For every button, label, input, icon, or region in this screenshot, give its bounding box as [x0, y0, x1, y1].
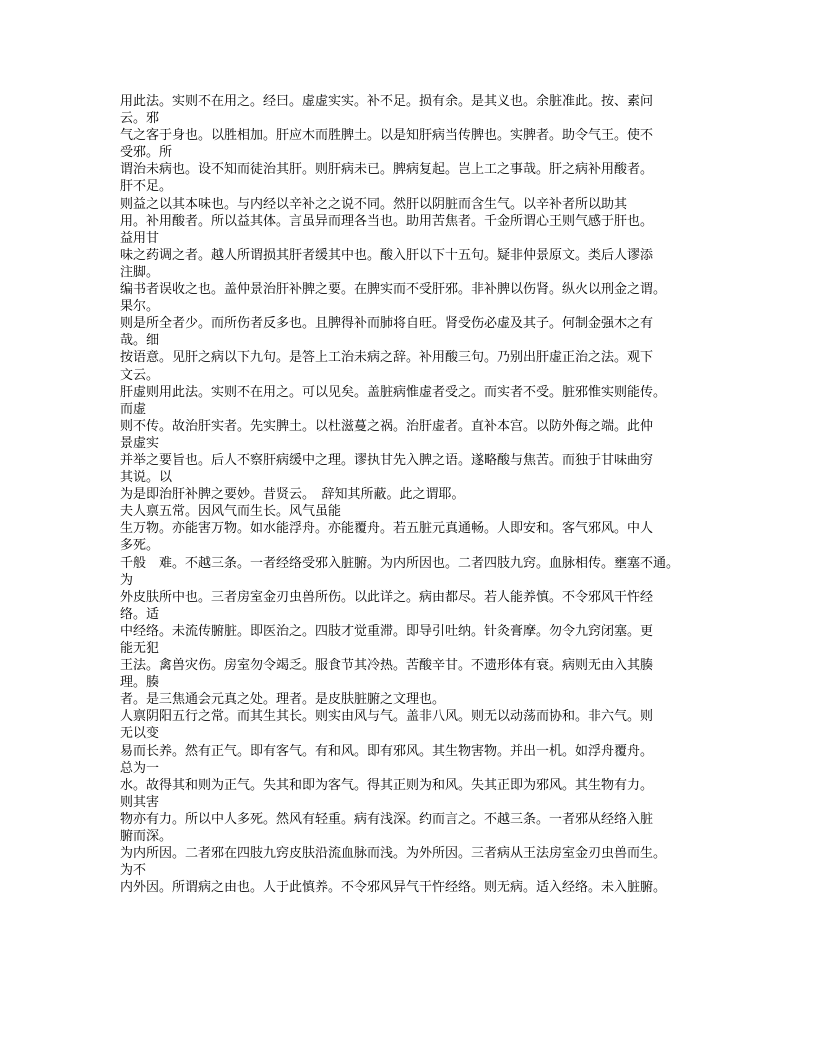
text-line: 无以变: [120, 726, 160, 742]
text-line: 则其害: [120, 794, 160, 810]
text-line: 编书者误收之也。盖仲景治肝补脾之要。在脾实而不受肝邪。非补脾以伤肾。纵火以刑金之谓。: [120, 282, 667, 298]
text-line: 物亦有力。所以中人多死。然风有轻重。病有浅深。约而言之。不越三条。一者邪从经络入脏: [120, 811, 654, 827]
text-line: 谓治未病也。设不知而徒治其肝。则肝病未已。脾病复起。岂上工之事哉。肝之病补用酸者。: [120, 162, 654, 178]
text-line: 人禀阴阳五行之常。而其生其长。则实由风与气。盖非八风。则无以动荡而协和。非六气。则: [120, 709, 654, 725]
text-line: 肝虚则用此法。实则不在用之。可以见矣。盖脏病惟虚者受之。而实者不受。脏邪惟实则能传。: [120, 384, 667, 400]
text-line: 按语意。见肝之病以下九句。是答上工治未病之辞。补用酸三句。乃别出肝虚正治之法。观下: [120, 350, 654, 366]
text-line: 腑而深。: [120, 829, 173, 845]
text-line: 则是所全者少。而所伤者反多也。且脾得补而肺将自旺。肾受伤必虚及其子。何制金强木之有: [120, 316, 654, 332]
text-line: 用此法。实则不在用之。经曰。虚虚实实。补不足。损有余。是其义也。余脏准此。按、素问: [120, 94, 654, 109]
text-line: 为不: [120, 863, 147, 879]
text-line: 多死。: [120, 538, 160, 554]
text-line: 千般 难。不越三条。一者经络受邪入脏腑。为内所因也。二者四肢九窍。血脉相传。壅塞不通。: [120, 555, 680, 571]
text-line: 外皮肤所中也。三者房室金刃虫兽所伤。以此详之。病由都尽。若人能养慎。不令邪风干忤经: [120, 589, 654, 605]
text-line: 能无犯: [120, 641, 160, 656]
text-line: 则益之以其本味也。与内经以辛补之之说不同。然肝以阴脏而含生气。以辛补者所以助其: [120, 196, 628, 212]
text-line: 易而长养。然有正气。即有客气。有和风。即有邪风。其生物害物。并出一机。如浮舟覆舟。: [120, 743, 654, 759]
text-line: 为内所因。二者邪在四肢九窍皮肤沿流血脉而浅。为外所因。三者病从王法房室金刃虫兽而生。: [120, 846, 667, 862]
text-line: 为: [120, 572, 134, 588]
text-line: 味之药调之者。越人所谓损其肝者缓其中也。酸入肝以下十五句。疑非仲景原文。类后人谬添: [120, 247, 654, 263]
text-line: 为是即治肝补脾之要妙。昔贤云。 辞知其所蔽。此之谓耶。: [120, 487, 465, 503]
text-line: 理。腠: [120, 675, 160, 691]
text-line: 用。补用酸者。所以益其体。言虽异而理各当也。助用苦焦者。千金所谓心王则气感于肝也。: [120, 213, 654, 229]
text-line: 者。是三焦通会元真之处。理者。是皮肤脏腑之文理也。: [120, 692, 446, 708]
text-line: 景虚实: [120, 435, 160, 451]
text-line: 哉。细: [120, 333, 160, 349]
text-line: 文云。: [120, 367, 160, 383]
text-line: 夫人禀五常。因风气而生长。风气虽能: [120, 504, 342, 520]
text-line: 总为一: [120, 760, 160, 776]
text-line: 络。适: [120, 606, 160, 622]
text-line: 气之客于身也。以胜相加。肝应木而胜脾土。以是知肝病当传脾也。实脾者。助令气王。使不: [120, 128, 654, 144]
text-line: 中经络。未流传腑脏。即医治之。四肢才觉重滞。即导引吐纳。针灸膏摩。勿令九窍闭塞。更: [120, 623, 654, 639]
text-line: 生万物。亦能害万物。如水能浮舟。亦能覆舟。若五脏元真通畅。人即安和。客气邪风。中人: [120, 521, 654, 537]
text-line: 果尔。: [120, 299, 160, 315]
text-line: 而虚: [120, 401, 147, 417]
text-line: 王法。禽兽灾伤。房室勿令竭乏。服食节其冷热。苦酸辛甘。不遗形体有衰。病则无由入其腠: [120, 658, 654, 674]
text-line: 益用甘: [120, 230, 160, 246]
text-line: 注脚。: [120, 264, 160, 280]
text-line: 水。故得其和则为正气。失其和即为客气。得其正则为和风。失其正即为邪风。其生物有力。: [120, 777, 654, 793]
text-line: 云。邪: [120, 111, 160, 127]
text-line: 肝不足。: [120, 179, 173, 195]
text-line: 受邪。所: [120, 145, 173, 161]
text-line: 则不传。故治肝实者。先实脾土。以杜滋蔓之祸。治肝虚者。直补本宫。以防外侮之端。此仲: [120, 418, 654, 434]
text-line: 内外因。所谓病之由也。人于此慎养。不令邪风异气干忤经络。则无病。适入经络。未入脏腑。: [120, 880, 667, 896]
body-text: [120, 93, 700, 896]
text-line: 并举之要旨也。后人不察肝病缓中之理。谬执甘先入脾之语。遂略酸与焦苦。而独于甘味曲穷: [120, 452, 654, 468]
text-line: 其说。以: [120, 470, 173, 486]
